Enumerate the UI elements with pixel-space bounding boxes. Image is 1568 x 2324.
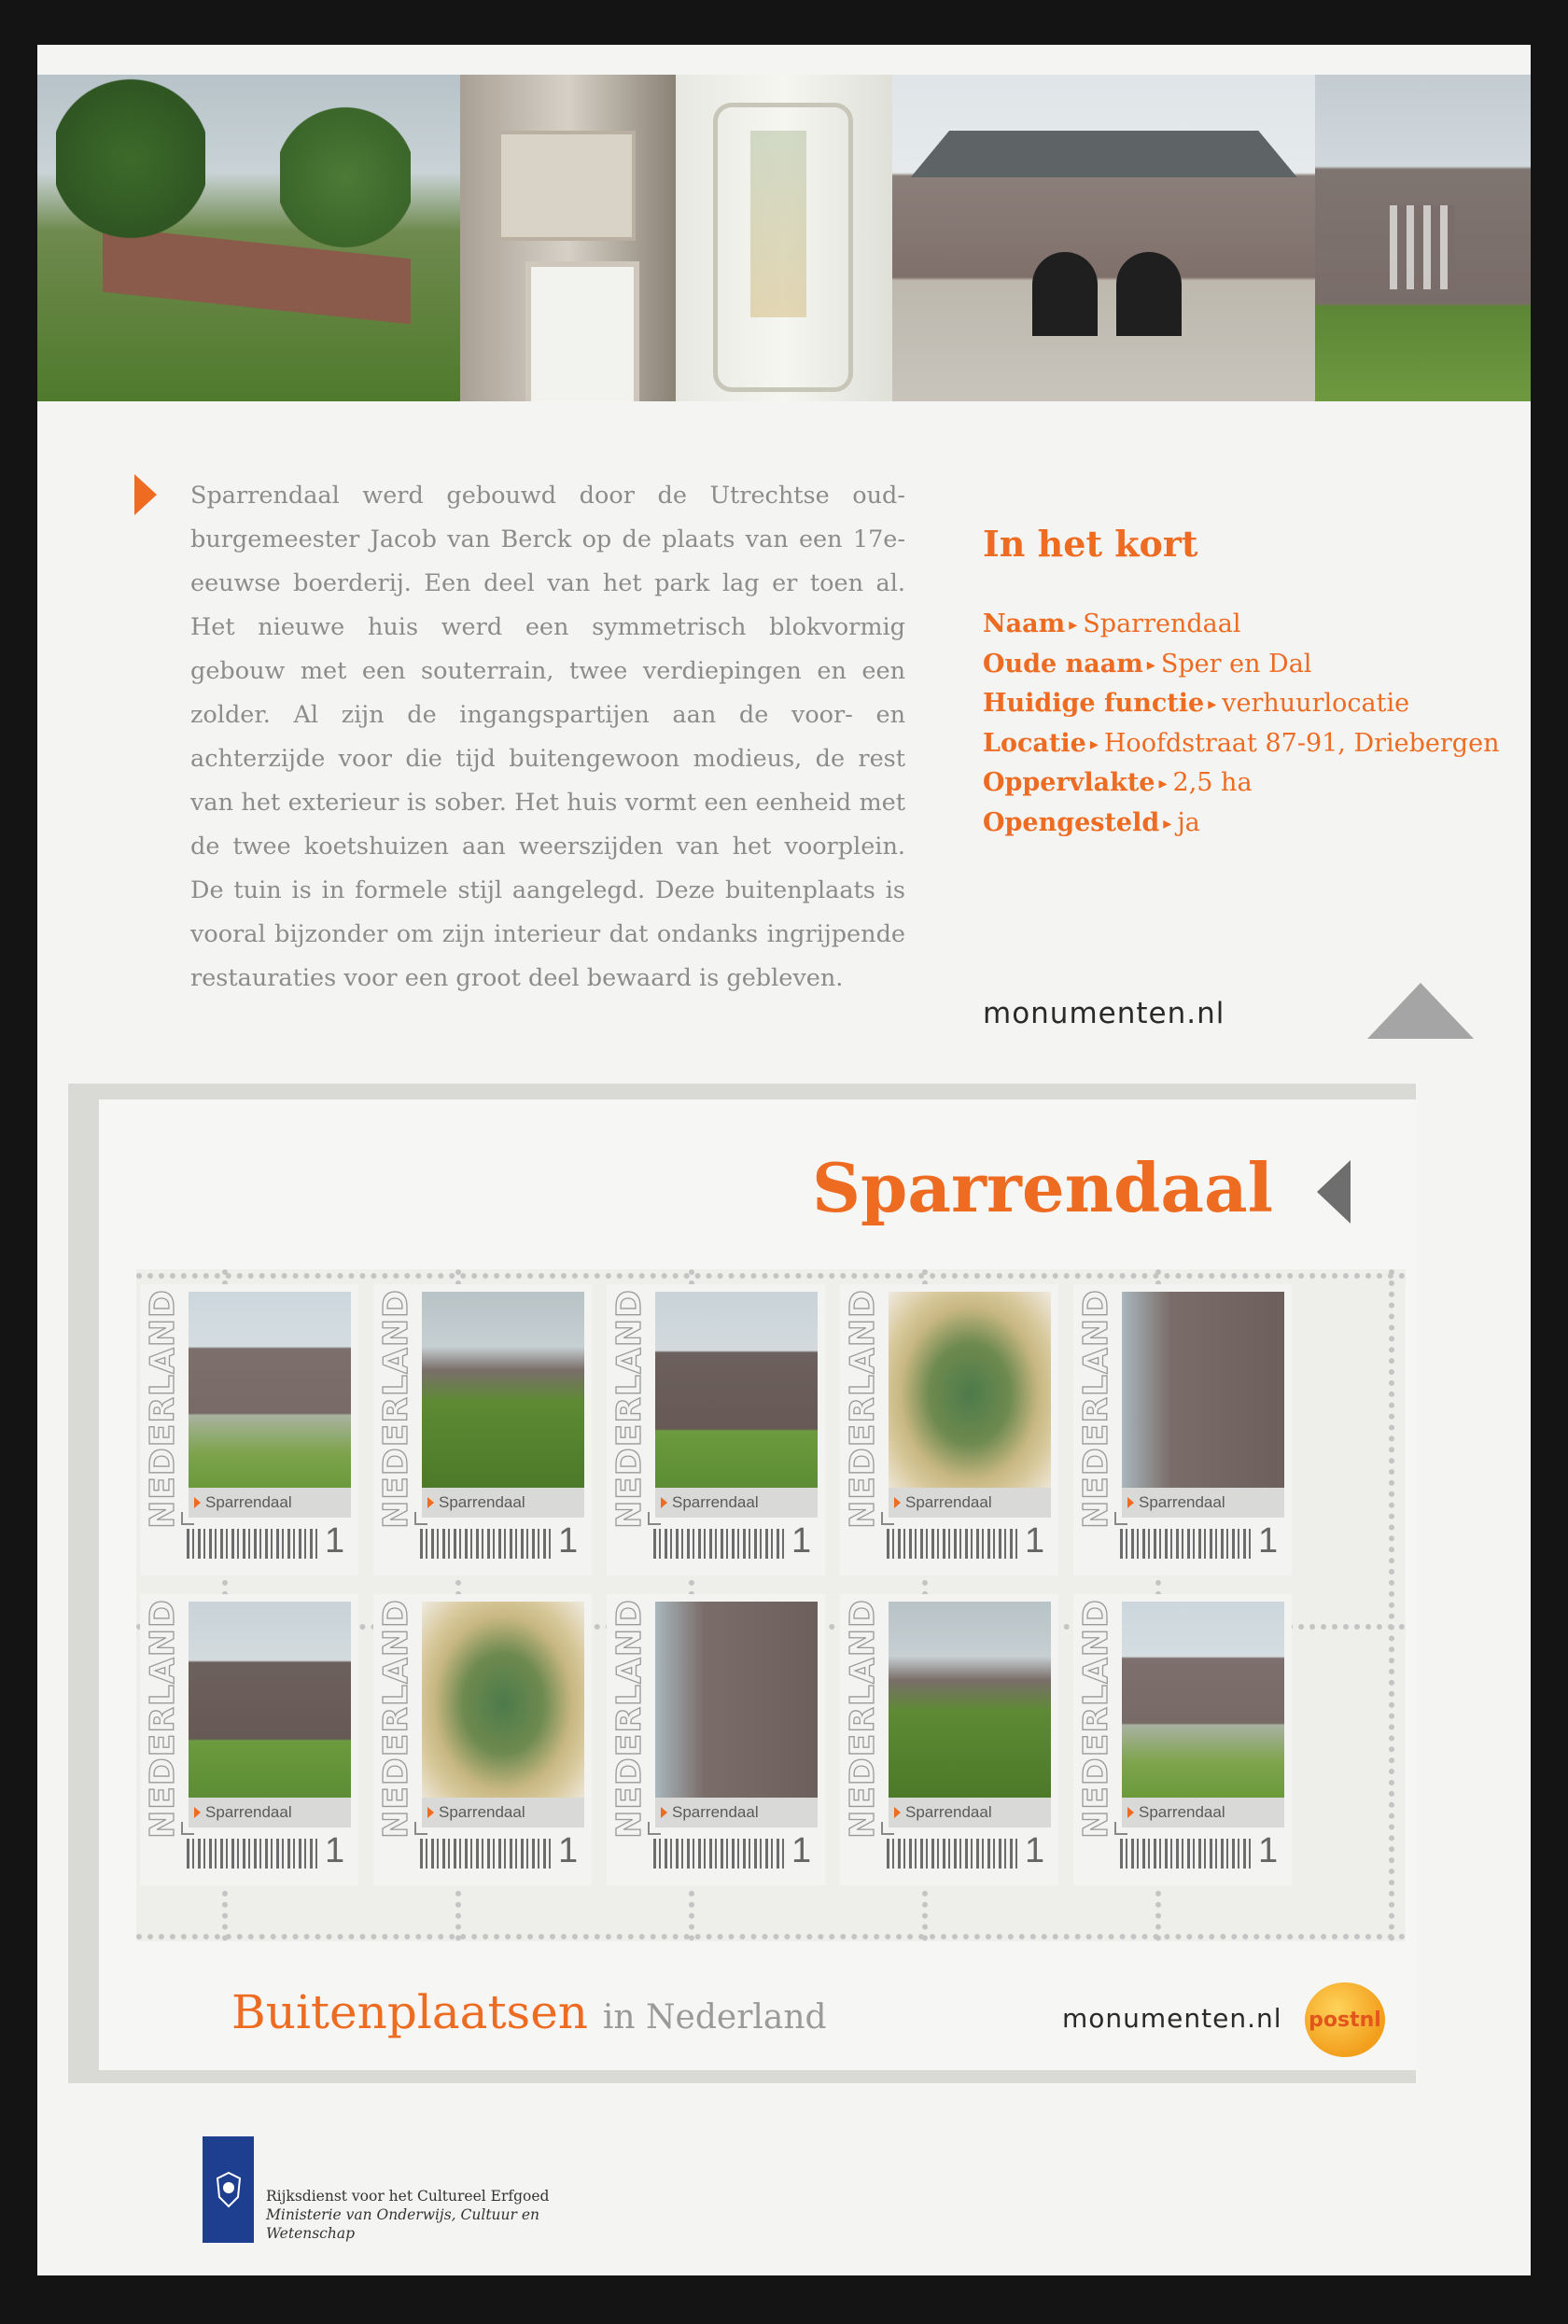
stamp: [373, 1594, 592, 1885]
stamp-caption-bar: [189, 1488, 351, 1518]
stamp-picture: [889, 1292, 1051, 1488]
stamp-caption: Sparrendaal: [905, 1493, 992, 1511]
orange-arrow-icon: [1127, 1497, 1134, 1508]
stamp: [840, 1594, 1058, 1885]
stamp-picture: [189, 1292, 351, 1488]
photo-main-house: [1315, 75, 1531, 401]
stamp-barcode: [420, 1529, 551, 1559]
stamp-picture: [655, 1602, 818, 1798]
stamp-value: 1: [791, 1831, 812, 1870]
stamp-picture: [655, 1292, 818, 1488]
photo-strip: [37, 75, 1531, 401]
stamp-value: 1: [558, 1831, 579, 1870]
fact-row: Opengesteld ▸ ja: [983, 807, 1200, 837]
stamp-value: 1: [1258, 1521, 1279, 1561]
stamp-caption: Sparrendaal: [205, 1493, 292, 1511]
stamp-picture: [422, 1292, 584, 1488]
sheet-title: Sparrendaal: [812, 1148, 1274, 1227]
corner-mark: [414, 1822, 427, 1835]
corner-mark: [881, 1822, 894, 1835]
corner-mark: [1114, 1512, 1127, 1525]
orange-arrow-icon: [1127, 1807, 1134, 1818]
stamp-barcode: [653, 1529, 784, 1559]
stamp: [607, 1594, 825, 1885]
stamp-picture: [1122, 1602, 1284, 1798]
fact-row: Oude naam ▸ Sper en Dal: [983, 649, 1312, 679]
stamp-country: NEDERLAND: [376, 1288, 415, 1529]
triangle-up-icon: [1367, 983, 1474, 1039]
ministry-line: Rijksdienst voor het Cultureel Erfgoed: [266, 2188, 550, 2205]
photo-painted-panel: [676, 75, 891, 401]
stamp-country: NEDERLAND: [376, 1598, 415, 1839]
stamp: [607, 1284, 825, 1575]
stamp-caption-bar: [1122, 1798, 1284, 1827]
stamp-country: NEDERLAND: [1076, 1288, 1115, 1529]
fact-row: Oppervlakte ▸ 2,5 ha: [983, 768, 1253, 797]
corner-mark: [648, 1822, 661, 1835]
facts-list: [983, 605, 1499, 843]
stamp-picture: [1122, 1292, 1284, 1488]
stamp-caption-bar: [889, 1488, 1051, 1518]
stamp-caption-bar: [889, 1798, 1051, 1827]
stamp-value: 1: [1025, 1831, 1045, 1870]
stamp-value: 1: [325, 1831, 345, 1870]
stamp-country: NEDERLAND: [843, 1598, 882, 1839]
stamp-caption: Sparrendaal: [905, 1803, 992, 1821]
stamp-caption-bar: [422, 1798, 584, 1827]
stamp: [840, 1284, 1058, 1575]
orange-arrow-icon: [194, 1807, 201, 1818]
stamp-barcode: [187, 1529, 317, 1559]
intro-text: Sparrendaal werd gebouwd door de Utrechtse oud-burgemeester Jacob van Berck op de plaats van een 17e-eeuwse boerderij. Een deel van het park lag er toen al. Het nieuwe huis werd een symmetrisch blokvormig gebouw met een souterrain, twee verdiepingen en een zolder. Al zijn de ingangspartijen aan de voor- en achterzijde voor die tijd buitengewoon modieus, de rest van het exterieur is sober. Het huis vormt een eenheid met de twee koetshuizen aan weerszijden van het voorplein. De tuin is in formele stijl aangelegd. Deze buitenplaats is vooral bijzonder om zijn interieur dat ondanks ingrijpende restauraties voor een groot deel bewaard is gebleven.: [190, 482, 905, 992]
ministry-text: [266, 2187, 549, 2243]
stamp-country: NEDERLAND: [843, 1288, 882, 1529]
stamp-block: [136, 1269, 1406, 1941]
stamp-barcode: [1120, 1529, 1251, 1559]
corner-mark: [414, 1512, 427, 1525]
stamp-caption: Sparrendaal: [672, 1493, 759, 1511]
stamp-caption: Sparrendaal: [439, 1803, 525, 1821]
photo-garden-wall: [37, 75, 460, 401]
stamp-country: NEDERLAND: [609, 1288, 649, 1529]
corner-mark: [181, 1512, 194, 1525]
stamp: [140, 1594, 358, 1885]
stamp-barcode: [887, 1839, 1017, 1869]
website-label: monumenten.nl: [983, 997, 1225, 1030]
stamp-barcode: [187, 1839, 317, 1869]
corner-mark: [1114, 1822, 1127, 1835]
stamp-barcode: [887, 1529, 1017, 1559]
coat-of-arms-icon: [210, 2169, 247, 2210]
stamp-value: 1: [1258, 1831, 1279, 1870]
sheet-website-label: monumenten.nl: [1062, 2003, 1282, 2034]
stamp-picture: [422, 1602, 584, 1798]
corner-mark: [648, 1512, 661, 1525]
stamp-caption: Sparrendaal: [1139, 1803, 1225, 1821]
orange-arrow-icon: [894, 1807, 901, 1818]
stamp-caption: Sparrendaal: [672, 1803, 759, 1821]
stamp-country: NEDERLAND: [143, 1288, 182, 1529]
stamp-value: 1: [325, 1521, 345, 1561]
stamp-barcode: [1120, 1839, 1251, 1869]
stamp-caption: Sparrendaal: [205, 1803, 292, 1821]
rijksoverheid-logo: [203, 2136, 254, 2243]
postnl-logo: postnl: [1305, 1982, 1385, 2057]
stamp-caption-bar: [422, 1488, 584, 1518]
stamp: [1073, 1284, 1292, 1575]
stamp-caption-bar: [1122, 1488, 1284, 1518]
photo-entrance-door: [460, 75, 676, 401]
fact-row: Naam ▸ Sparrendaal: [983, 609, 1241, 638]
fact-row: Locatie ▸ Hoofdstraat 87-91, Driebergen: [983, 728, 1500, 758]
stamp-country: NEDERLAND: [1076, 1598, 1115, 1839]
stamp-caption: Sparrendaal: [439, 1493, 525, 1511]
orange-arrow-icon: [894, 1497, 901, 1508]
orange-arrow-icon: [194, 1497, 201, 1508]
stamp: [140, 1284, 358, 1575]
ministry-line: Ministerie van Onderwijs, Cultuur en: [266, 2206, 540, 2223]
stamp-caption-bar: [655, 1488, 818, 1518]
in-het-kort-title: In het kort: [983, 523, 1198, 565]
stamp-barcode: [420, 1839, 551, 1869]
ministry-line: Wetenschap: [266, 2225, 356, 2242]
fact-row: Huidige functie ▸ verhuurlocatie: [983, 689, 1410, 718]
stamp-value: 1: [1025, 1521, 1045, 1561]
stamp: [1073, 1594, 1292, 1885]
orange-arrow-icon: [427, 1497, 434, 1508]
orange-arrow-icon: [661, 1807, 667, 1818]
stamp-picture: [889, 1602, 1051, 1798]
series-title: Buitenplaatsen in Nederland: [231, 1985, 827, 2039]
stamp-caption-bar: [189, 1798, 351, 1827]
stamp-picture: [189, 1602, 351, 1798]
stamp-country: NEDERLAND: [609, 1598, 649, 1839]
corner-mark: [881, 1512, 894, 1525]
orange-arrow-icon: [427, 1807, 434, 1818]
stamp-country: NEDERLAND: [143, 1598, 182, 1839]
stamp-barcode: [653, 1839, 784, 1869]
stamp: [373, 1284, 592, 1575]
stamp-value: 1: [558, 1521, 579, 1561]
photo-coach-house: [892, 75, 1315, 401]
corner-mark: [181, 1822, 194, 1835]
stamp-value: 1: [791, 1521, 812, 1561]
stamp-caption-bar: [655, 1798, 818, 1827]
stamp-caption: Sparrendaal: [1139, 1493, 1225, 1511]
orange-arrow-icon: [134, 474, 157, 515]
orange-arrow-icon: [661, 1497, 667, 1508]
triangle-left-icon: [1317, 1160, 1351, 1224]
